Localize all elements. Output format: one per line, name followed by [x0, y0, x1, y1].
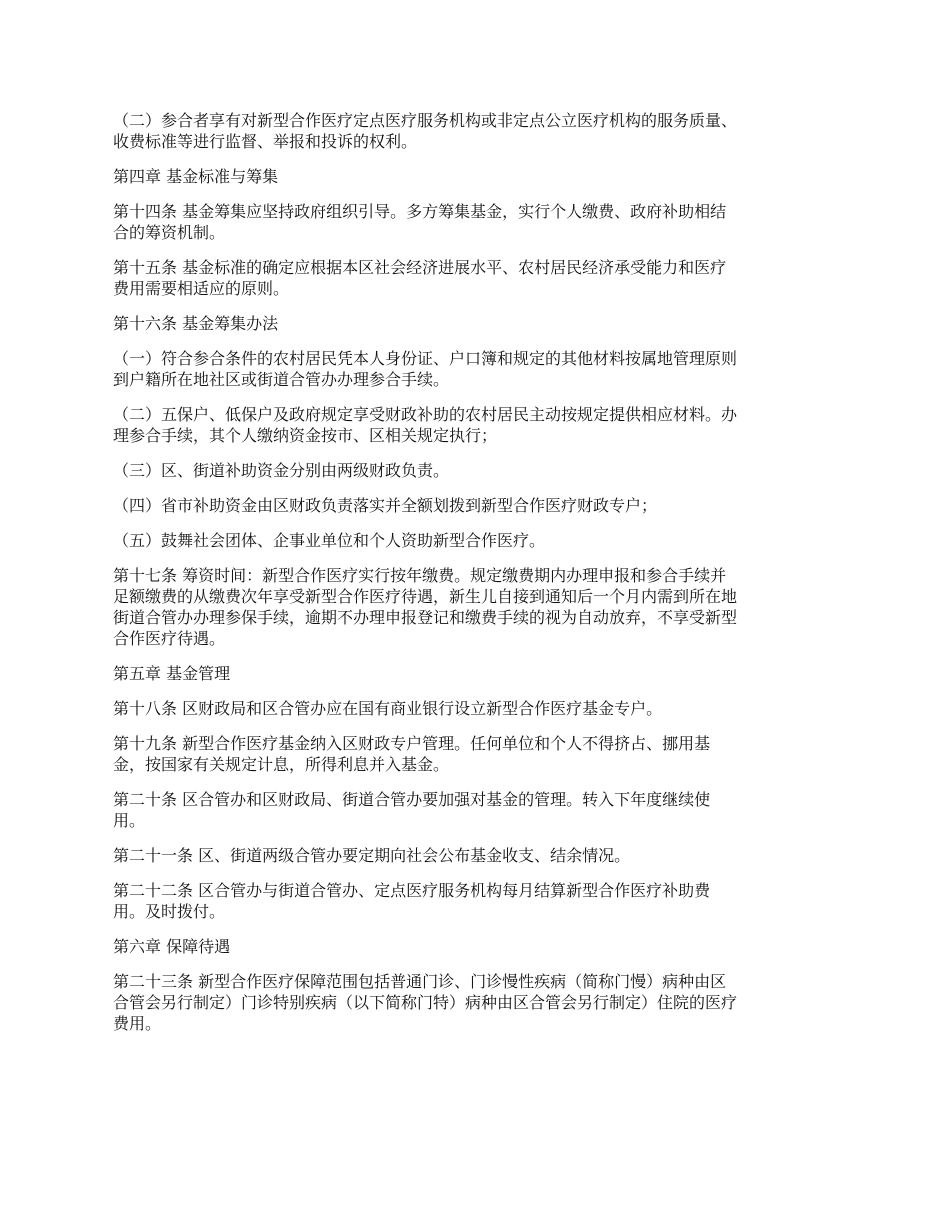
- text-line: （四）省市补助资金由区财政负责落实并全额划拨到新型合作医疗财政专户；: [113, 496, 658, 515]
- text-line: 第五章 基金管理: [113, 664, 231, 683]
- paragraph: [113, 110, 843, 152]
- text-line: 第十五条 基金标准的确定应根据本区社会经济进展水平、农村居民经济承受能力和医疗: [113, 258, 727, 277]
- text-line: 第二十条 区合管办和区财政局、街道合管办要加强对基金的管理。转入下年度继续使: [113, 790, 711, 809]
- section-heading: [113, 663, 843, 684]
- text-line: 第十四条 基金筹集应坚持政府组织引导。多方筹集基金，实行个人缴费、政府补助相结: [113, 202, 727, 221]
- paragraph: [113, 404, 843, 446]
- text-line: 收费标准等进行监督、举报和投诉的权利。: [113, 132, 418, 151]
- paragraph: [113, 460, 843, 481]
- text-line: 用。及时拨付。: [113, 902, 226, 921]
- text-line: 金，按国家有关规定计息，所得利息并入基金。: [113, 755, 450, 774]
- text-line: 到户籍所在地社区或街道合管办办理参合手续。: [113, 370, 450, 389]
- text-line: 合的筹资机制。: [113, 223, 226, 242]
- text-line: 街道合管办办理参保手续，逾期不办理申报登记和缴费手续的视为自动放弃，不享受新型: [113, 608, 738, 627]
- text-line: 第十六条 基金筹集办法: [113, 314, 279, 333]
- text-line: 理参合手续，其个人缴纳资金按市、区相关规定执行；: [113, 426, 498, 445]
- text-line: 第二十一条 区、街道两级合管办要定期向社会公布基金收支、结余情况。: [113, 846, 631, 865]
- paragraph: [113, 733, 843, 775]
- text-line: 第十九条 新型合作医疗基金纳入区财政专户管理。任何单位和个人不得挤占、挪用基: [113, 734, 711, 753]
- text-line: 第十七条 筹资时间：新型合作医疗实行按年缴费。规定缴费期内办理申报和参合手续并: [113, 566, 727, 585]
- paragraph: [113, 495, 843, 516]
- paragraph: [113, 971, 843, 1034]
- text-line: （三）区、街道补助资金分别由两级财政负责。: [113, 461, 450, 480]
- text-line: 合管会另行制定）门诊特别疾病（以下简称门特）病种由区合管会另行制定）住院的医疗: [113, 993, 738, 1012]
- text-line: 第六章 保障待遇: [113, 937, 231, 956]
- text-line: 第四章 基金标准与筹集: [113, 167, 279, 186]
- text-line: （五）鼓舞社会团体、企事业单位和个人资助新型合作医疗。: [113, 531, 546, 550]
- paragraph: [113, 789, 843, 831]
- paragraph: [113, 880, 843, 922]
- text-line: 第二十三条 新型合作医疗保障范围包括普通门诊、门诊慢性疾病（简称门慢）病种由区: [113, 972, 727, 991]
- text-line: （二）参合者享有对新型合作医疗定点医疗服务机构或非定点公立医疗机构的服务质量、: [113, 111, 738, 130]
- paragraph: [113, 530, 843, 551]
- paragraph: [113, 698, 843, 719]
- text-line: （二）五保户、低保户及政府规定享受财政补助的农村居民主动按规定提供相应材料。办: [113, 405, 738, 424]
- document-body: [113, 110, 843, 1048]
- text-line: 第二十二条 区合管办与街道合管办、定点医疗服务机构每月结算新型合作医疗补助费: [113, 881, 711, 900]
- text-line: 费用。: [113, 1014, 162, 1033]
- section-heading: [113, 166, 843, 187]
- text-line: 第十八条 区财政局和区合管办应在国有商业银行设立新型合作医疗基金专户。: [113, 699, 663, 718]
- text-line: 足额缴费的从缴费次年享受新型合作医疗待遇，新生儿自接到通知后一个月内需到所在地: [113, 587, 738, 606]
- paragraph: [113, 201, 843, 243]
- section-heading: [113, 313, 843, 334]
- text-line: 用。: [113, 811, 146, 830]
- paragraph: [113, 845, 843, 866]
- section-heading: [113, 936, 843, 957]
- text-line: 费用需要相适应的原则。: [113, 279, 290, 298]
- paragraph: [113, 257, 843, 299]
- text-line: 合作医疗待遇。: [113, 629, 226, 648]
- text-line: （一）符合参合条件的农村居民凭本人身份证、户口簿和规定的其他材料按属地管理原则: [113, 349, 738, 368]
- paragraph: [113, 348, 843, 390]
- paragraph: [113, 565, 843, 649]
